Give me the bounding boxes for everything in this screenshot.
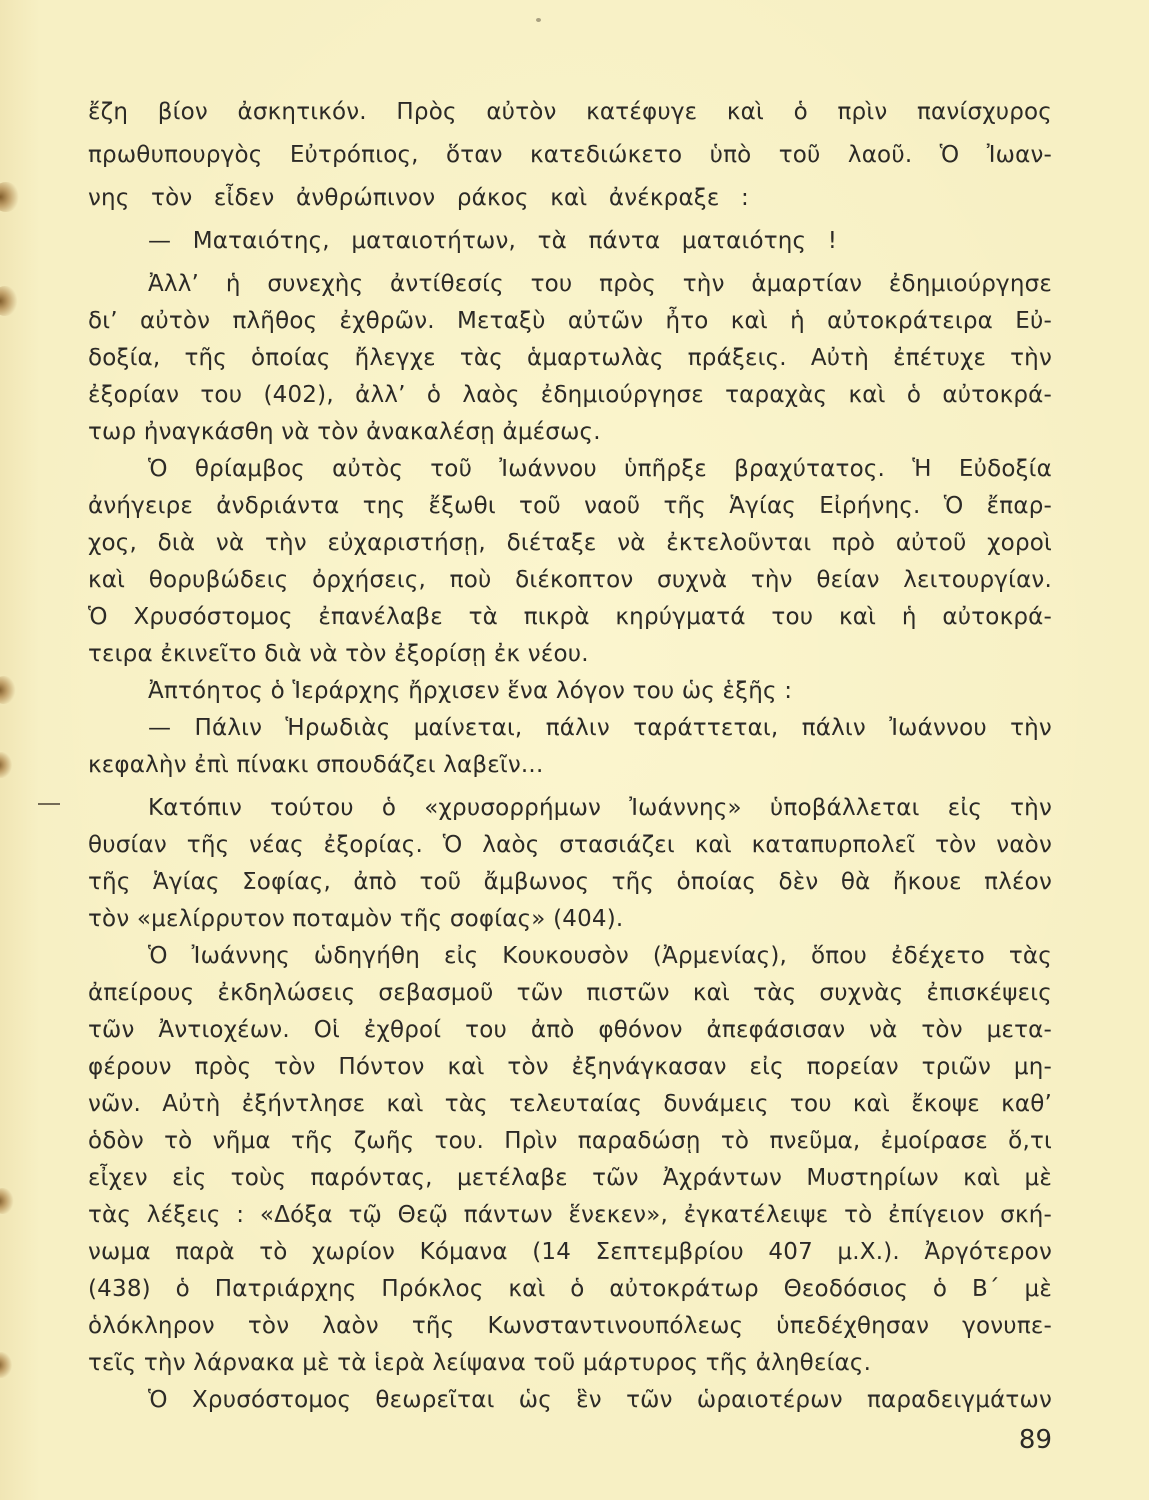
text-line: ὁδὸν τὸ νῆμα τῆς ζωῆς του. Πρὶν παραδώσῃ τὸ πνεῦμα, ἐμοίρασε ὅ,τι — [88, 1128, 1052, 1154]
text-line: τωρ ἠναγκάσθη νὰ τὸν ἀνακαλέσῃ ἀμέσως. — [88, 419, 601, 445]
quote-paragraph — [88, 223, 1052, 260]
text-line: πρωθυπουργὸς Εὐτρόπιος, ὅταν κατεδιώκετο ὑπὸ τοῦ λαοῦ. Ὁ Ἰωαν- — [88, 142, 1052, 168]
text-line: ἀπείρους ἐκδηλώσεις σεβασμοῦ τῶν πιστῶν καὶ τὰς συχνὰς ἐπισκέψεις — [88, 980, 1052, 1006]
text-line: δοξία, τῆς ὁποίας ἤλεγχε τὰς ἁμαρτωλὰς πράξεις. Αὐτὴ ἐπέτυχε τὴν — [88, 345, 1052, 371]
text-line: τεῖς τὴν λάρνακα μὲ τὰ ἱερὰ λείψανα τοῦ μάρτυρος τῆς ἀληθείας. — [88, 1350, 872, 1376]
text-line: (438) ὁ Πατριάρχης Πρόκλος καὶ ὁ αὐτοκράτωρ Θεοδόσιος ὁ Β΄ μὲ — [88, 1276, 1052, 1302]
text-line: τειρα ἐκινεῖτο διὰ νὰ τὸν ἐξορίσῃ ἐκ νέου. — [88, 641, 589, 667]
binding-stain — [0, 1352, 12, 1378]
page-number: 89 — [1018, 1425, 1052, 1455]
text-line: ἔζη βίον ἀσκητικόν. Πρὸς αὐτὸν κατέφυγε καὶ ὁ πρὶν πανίσχυρος — [88, 99, 1052, 125]
text-line: θυσίαν τῆς νέας ἐξορίας. Ὁ λαὸς στασιάζει καὶ καταπυρπολεῖ τὸν ναὸν — [88, 832, 1052, 858]
paragraph — [88, 94, 1052, 217]
text-line: ἀνήγειρε ἀνδριάντα της ἔξωθι τοῦ ναοῦ τῆς Ἁγίας Εἰρήνης. Ὁ ἔπαρ- — [88, 493, 1052, 519]
text-line: Ἀλλ’ ἡ συνεχὴς ἀντίθεσίς του πρὸς τὴν ἁμαρτίαν ἐδημιούργησε — [148, 271, 1052, 297]
text-line: Ὁ Χρυσόστομος θεωρεῖται ὡς ἓν τῶν ὡραιοτέρων παραδειγμάτων — [148, 1387, 1052, 1413]
text-line: καὶ θορυβώδεις ὀρχήσεις, ποὺ διέκοπτον συχνὰ τὴν θείαν λειτουργίαν. — [88, 567, 1052, 593]
text-line: κεφαλὴν ἐπὶ πίνακι σπουδάζει λαβεῖν... — [88, 752, 544, 778]
text-line: νης τὸν εἶδεν ἀνθρώπινον ράκος καὶ ἀνέκραξε : — [88, 185, 749, 211]
paragraph — [88, 266, 1052, 451]
text-line: τὸν «μελίρρυτον ποταμὸν τῆς σοφίας» (404). — [88, 906, 624, 932]
binding-stain — [0, 286, 18, 316]
text-line: τὰς λέξεις : «Δόξα τῷ Θεῷ πάντων ἕνεκεν», ἐγκατέλειψε τὸ ἐπίγειον σκή- — [88, 1202, 1052, 1228]
page-body-text — [88, 94, 1052, 1419]
binding-stain — [0, 1188, 14, 1214]
text-line: φέρουν πρὸς τὸν Πόντον καὶ τὸν ἐξηνάγκασαν εἰς πορείαν τριῶν μη- — [88, 1054, 1052, 1080]
paragraph — [88, 790, 1052, 938]
text-line: ἐξορίαν του (402), ἀλλ’ ὁ λαὸς ἐδημιούργησε ταραχὰς καὶ ὁ αὐτοκρά- — [88, 382, 1052, 408]
quote-paragraph — [88, 710, 1052, 784]
text-line: δι’ αὐτὸν πλῆθος ἐχθρῶν. Μεταξὺ αὐτῶν ἦτο καὶ ἡ αὐτοκράτειρα Εὐ- — [88, 308, 1052, 334]
text-line: Κατόπιν τούτου ὁ «χρυσορρήμων Ἰωάννης» ὑποβάλλεται εἰς τὴν — [148, 795, 1052, 821]
text-line: τῆς Ἁγίας Σοφίας, ἀπὸ τοῦ ἄμβωνος τῆς ὁποίας δὲν θὰ ἤκουε πλέον — [88, 869, 1052, 895]
text-line: ὁλόκληρον τὸν λαὸν τῆς Κωνσταντινουπόλεως ὑπεδέχθησαν γονυπε- — [88, 1313, 1052, 1339]
scan-speck — [536, 18, 541, 22]
text-line: Ὁ Ἰωάννης ὡδηγήθη εἰς Κουκουσὸν (Ἀρμενίας), ὅπου ἐδέχετο τὰς — [148, 943, 1052, 969]
text-line: νῶν. Αὐτὴ ἐξήντλησε καὶ τὰς τελευταίας δυνάμεις του καὶ ἔκοψε καθ’ — [88, 1091, 1052, 1117]
paragraph — [88, 451, 1052, 673]
binding-stain — [0, 752, 12, 778]
paragraph — [88, 673, 1052, 710]
text-line: Ὁ Χρυσόστομος ἐπανέλαβε τὰ πικρὰ κηρύγματά του καὶ ἡ αὐτοκρά- — [88, 604, 1052, 630]
binding-stain — [0, 182, 20, 212]
text-line: — Πάλιν Ἡρωδιὰς μαίνεται, πάλιν ταράττεται, πάλιν Ἰωάννου τὴν — [148, 715, 1052, 741]
text-line: — Ματαιότης, ματαιοτήτων, τὰ πάντα ματαιότης ! — [148, 228, 838, 254]
paragraph — [88, 1382, 1052, 1419]
text-line: Ὁ θρίαμβος αὐτὸς τοῦ Ἰωάννου ὑπῆρξε βραχύτατος. Ἡ Εὐδοξία — [148, 456, 1052, 482]
margin-mark — [38, 803, 60, 805]
text-line: εἶχεν εἰς τοὺς παρόντας, μετέλαβε τῶν Ἀχράντων Μυστηρίων καὶ μὲ — [88, 1165, 1052, 1191]
text-line: Ἀπτόητος ὁ Ἱεράρχης ἤρχισεν ἕνα λόγον του ὡς ἑξῆς : — [148, 678, 793, 704]
text-line: χος, διὰ νὰ τὴν εὐχαριστήσῃ, διέταξε νὰ ἐκτελοῦνται πρὸ αὐτοῦ χοροὶ — [88, 530, 1052, 556]
text-line: τῶν Ἀντιοχέων. Οἱ ἐχθροί του ἀπὸ φθόνον ἀπεφάσισαν νὰ τὸν μετα- — [88, 1017, 1052, 1043]
paragraph — [88, 938, 1052, 1382]
binding-stain — [0, 676, 16, 704]
text-line: νωμα παρὰ τὸ χωρίον Κόμανα (14 Σεπτεμβρίου 407 μ.Χ.). Ἀργότερον — [88, 1239, 1052, 1265]
